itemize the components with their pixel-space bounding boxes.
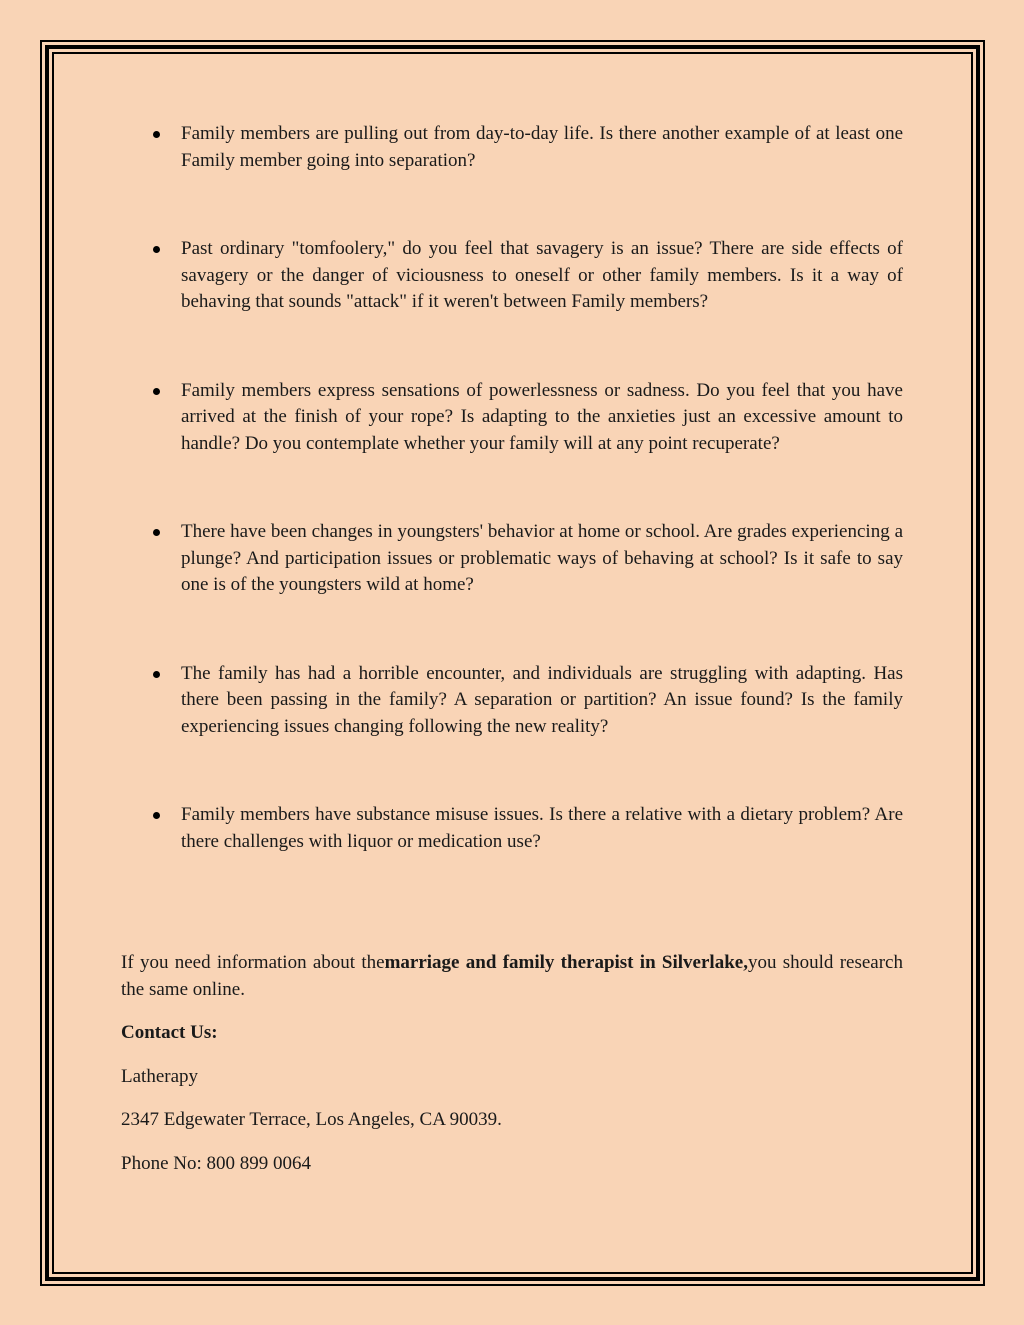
list-item [121, 378, 903, 458]
list-item-text: There have been changes in youngsters' behavior at home or school. Are grades experiencing a plunge? And participation issues or problematic ways of behaving at school? Is it safe to say one is of the youngsters wild at home? [181, 521, 903, 595]
contact-phone: Phone No: 800 899 0064 [121, 1152, 311, 1174]
bullet-icon [153, 131, 160, 138]
contact-address: 2347 Edgewater Terrace, Los Angeles, CA 90039. [121, 1109, 502, 1130]
list-item-text: Past ordinary "tomfoolery," do you feel that savagery is an issue? There are side effects of savagery or the danger of viciousness to oneself or other family members. Is it a way of behaving that sounds "attack" if it weren't between Family members? [181, 238, 903, 312]
contact-name: Latherapy [121, 1065, 199, 1087]
list-item [121, 519, 903, 599]
list-item [121, 802, 903, 855]
list-item [121, 661, 903, 741]
bullet-icon [153, 529, 160, 536]
bullet-icon [153, 812, 160, 819]
call-to-action-paragraph [121, 950, 903, 1003]
list-item [121, 236, 903, 316]
warning-signs-list [121, 121, 903, 855]
document-content [121, 121, 903, 1177]
bullet-icon [153, 388, 160, 395]
cta-keyword: marriage and family therapist in Silverlake, [384, 952, 748, 973]
list-item-text: Family members are pulling out from day-to-day life. Is there another example of at least one Family member going into separation? [181, 123, 903, 171]
contact-heading: Contact Us: [121, 1022, 218, 1043]
list-item-text: Family members have substance misuse issues. Is there a relative with a dietary problem? Are there challenges with liquor or medication use? [181, 804, 903, 852]
list-item-text: Family members express sensations of powerlessness or sadness. Do you feel that you have arrived at the finish of your rope? Is adapting to the anxieties just an excessive amount to handle? Do you contemplate whether your family will at any point recuperate? [181, 379, 903, 454]
list-item [121, 121, 903, 174]
cta-suffix: you should research the same online. [121, 952, 903, 1000]
bullet-icon [153, 671, 160, 678]
list-item-text: The family has had a horrible encounter, and individuals are struggling with adapting. Has there been passing in the family? A separation or partition? An issue found? Is the family experiencing issues changing following the new reality? [181, 662, 903, 737]
bullet-icon [153, 246, 160, 253]
cta-prefix: If you need information about the [121, 952, 385, 973]
